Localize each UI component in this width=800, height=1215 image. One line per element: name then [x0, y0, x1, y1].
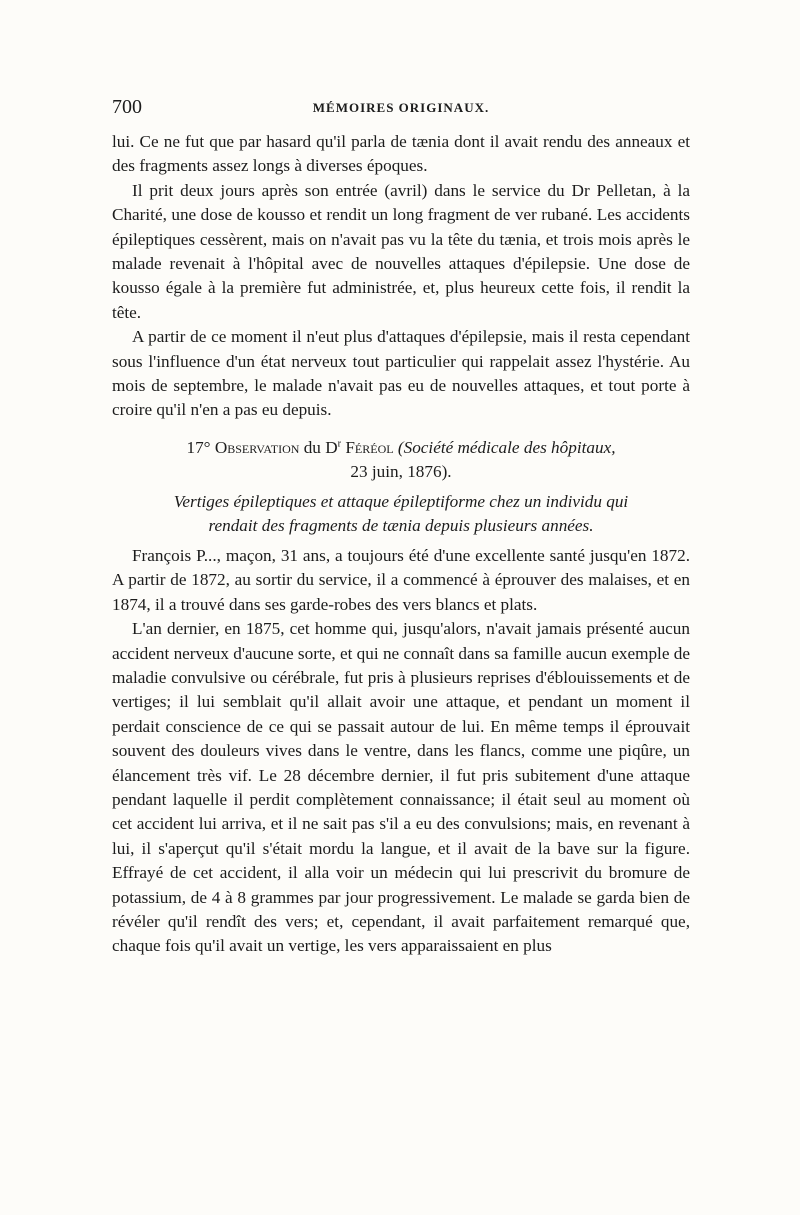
- running-title: MÉMOIRES ORIGINAUX.: [312, 100, 490, 115]
- observation-du: du: [303, 437, 321, 457]
- doctor-name: Féréol: [345, 437, 394, 457]
- page-header: [112, 96, 690, 126]
- subtitle-line-1: Vertiges épileptiques et attaque épileptiforme chez un individu qui: [173, 491, 629, 511]
- body-text: [112, 130, 690, 959]
- observation-label: Observation: [214, 437, 300, 457]
- paragraph: François P..., maçon, 31 ans, a toujours été d'une excellente santé jusqu'en 1872. A partir de 1872, au sortir du service, il a commencé à éprouver des malaises, et en 1874, il a trouvé dans ses garde-robes des vers blancs et plats.: [112, 545, 690, 614]
- observation-subtitle: [112, 490, 690, 538]
- doctor-sup: r: [337, 438, 342, 450]
- page-number: 700: [112, 96, 142, 118]
- paragraph: L'an dernier, en 1875, cet homme qui, jusqu'alors, n'avait jamais présenté aucun accident nerveux d'aucune sorte, et qui ne connaît dans sa famille aucun exemple de maladie convulsive ou cérébrale, fut pris à plusieurs reprises d'éblouissements et de vertiges; il lui semblait qu'il allait avoir une attaque, et pendant un moment il perdait conscience de ce qui se passait autour de lui. En même temps il éprouvait souvent des douleurs vives dans le ventre, dans les flancs, comme une piqûre, un élancement très vif. Le 28 décembre dernier, il fut pris subitement d'une attaque pendant laquelle il perdit complètement connaissance; il était seul au moment où cet accident lui arriva, et il ne sait pas s'il a eu des convulsions; mais, en revenant à lui, il s'aperçut qu'il s'était mordu la langue, et il avait de la bave sur la figure. Effrayé de cet accident, il alla voir un médecin qui lui prescrivit du bromure de potassium, de 4 à 8 grammes par jour progressivement. Le malade se garda bien de révéler qu'il rendît des vers; et, cependant, il avait parfaitement remarqué que, chaque fois qu'il avait un vertige, les vers apparaissaient en plus: [112, 619, 690, 956]
- doctor-prefix: D: [325, 437, 338, 457]
- subtitle-line-2: rendait des fragments de tænia depuis plusieurs années.: [208, 515, 594, 535]
- observation-heading: [112, 436, 690, 484]
- paragraph-continuation: lui. Ce ne fut que par hasard qu'il parla de tænia dont il avait rendu des anneaux et des fragments assez longs à diverses époques.: [112, 132, 690, 176]
- society-name: (Société médicale des hôpitaux,: [397, 437, 616, 457]
- paragraph: Il prit deux jours après son entrée (avril) dans le service du Dr Pelletan, à la Charité, une dose de kousso et rendit un long fragment de ver rubané. Les accidents épileptiques cessèrent, mais on n'avait pas vu la tête du tænia, et trois mois après le malade revenait à l'hôpital avec de nouvelles attaques d'épilepsie. Une dose de kousso égale à la première fut administrée, et, plus heureux cette fois, il rendit la tête.: [112, 180, 690, 322]
- paragraph: A partir de ce moment il n'eut plus d'attaques d'épilepsie, mais il resta cependant sous l'influence d'un état nerveux tout particulier qui rappelait assez l'hystérie. Au mois de septembre, le malade n'avait pas eu de nouvelles attaques, et tout porte à croire qu'il n'en a pas eu depuis.: [112, 327, 690, 420]
- observation-number: 17°: [186, 437, 211, 457]
- observation-date: 23 juin, 1876).: [350, 461, 452, 481]
